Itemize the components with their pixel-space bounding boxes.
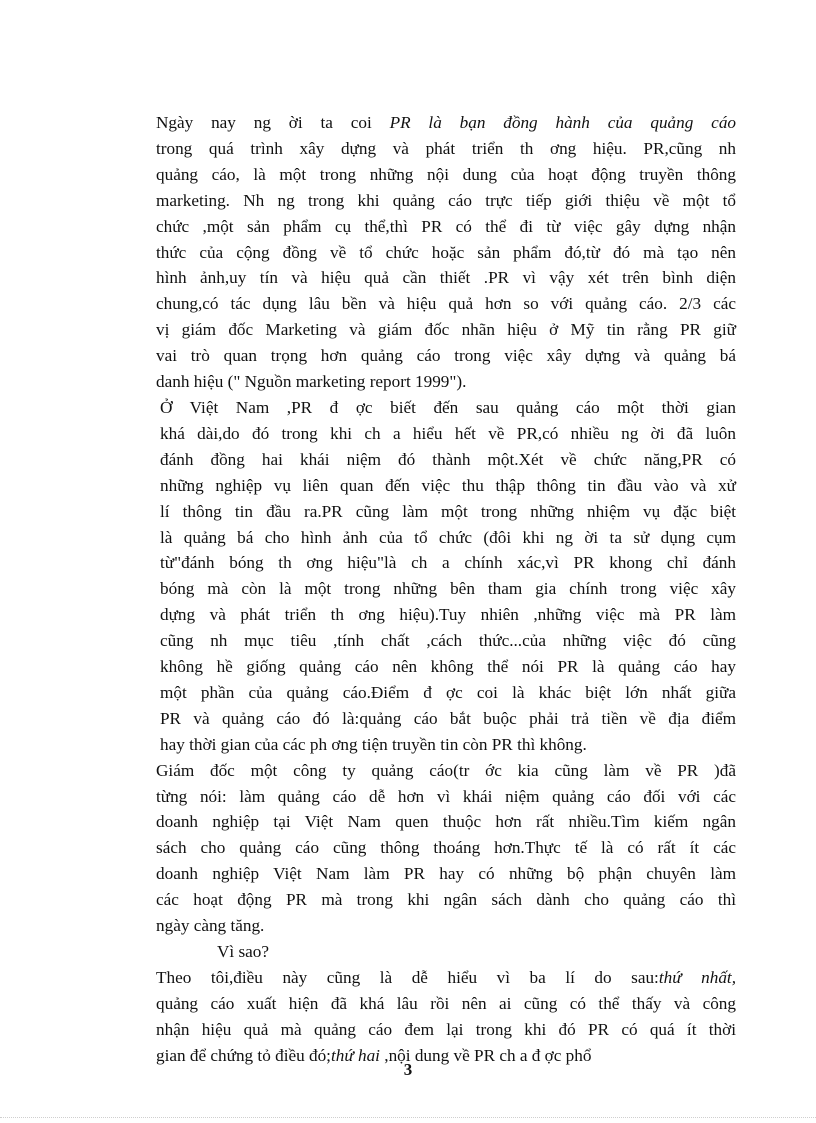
text-line (116, 214, 736, 240)
text-run: marketing. Nh ng trong khi quảng cáo trực tiếp giới thiệu về một tổ (156, 190, 736, 210)
text-run: đánh đồng hai khái niệm đó thành một.Xét về chức năng,PR có (160, 449, 736, 469)
text-line (116, 369, 736, 395)
text-run: Theo tôi,điều này cũng là dễ hiểu vì ba lí do sau: (156, 967, 659, 987)
text-line (116, 576, 736, 602)
page-number: 3 (403, 1060, 413, 1079)
text-run: khá dài,do đó trong khi ch a hiểu hết về PR,có nhiều ng ời đã luôn (160, 423, 736, 443)
text-run: thức của cộng đồng về tổ chức hoặc sản phẩm đó,từ đó mà tạo nên (156, 242, 736, 262)
text-run: hình ảnh,uy tín và hiệu quả cần thiết .PR vì vậy xét trên bình diện (156, 268, 736, 288)
text-line (116, 784, 736, 810)
section-question (116, 939, 736, 965)
text-line (116, 887, 736, 913)
text-run: ngày càng tăng. (156, 916, 265, 936)
text-run: một phần của quảng cáo.Điểm đ ợc coi là khác biệt lớn nhất giữa (160, 682, 736, 702)
text-line (116, 240, 736, 266)
italic-text-run: thứ hai (330, 1045, 380, 1065)
paragraph (116, 965, 736, 1069)
text-line (116, 991, 736, 1017)
text-run: lí thông tin đầu ra.PR cũng làm một trong những nhiệm vụ đặc biệt (160, 501, 736, 521)
text-run: danh hiệu (" Nguồn marketing report 1999"). (156, 372, 467, 392)
document-body (116, 110, 736, 1069)
text-run: chức ,một sản phẩm cụ thể,thì PR có thể đi từ việc gây dựng nhận (156, 216, 736, 236)
text-run: những nghiệp vụ liên quan đến việc thu thập thông tin đầu vào và xử (160, 475, 736, 495)
text-run: gian để chứng tỏ điều đó; (156, 1045, 331, 1065)
text-line (116, 809, 736, 835)
text-line (116, 550, 736, 576)
text-line (116, 265, 736, 291)
text-line (116, 680, 736, 706)
text-line (116, 654, 736, 680)
text-line (116, 965, 736, 991)
text-line (116, 602, 736, 628)
text-line (116, 499, 736, 525)
text-run: doanh nghiệp Việt Nam làm PR hay có những bộ phận chuyên làm (156, 864, 736, 884)
text-run: PR và quảng cáo đó là:quảng cáo bắt buộc phải trả tiền về địa điểm (160, 708, 736, 728)
text-run: từng nói: làm quảng cáo dễ hơn vì khái niệm quảng cáo đối với các (156, 786, 736, 806)
text-line (116, 835, 736, 861)
text-line (116, 188, 736, 214)
text-line (116, 291, 736, 317)
text-line (116, 110, 736, 136)
text-line (217, 939, 736, 965)
text-line (116, 758, 736, 784)
text-line (116, 473, 736, 499)
text-line (116, 421, 736, 447)
page-bottom-edge (0, 1117, 816, 1118)
italic-text-run: thứ nhất, (658, 967, 736, 987)
text-run: sách cho quảng cáo cũng thông thoáng hơn.Thực tế là có rất ít các (156, 838, 736, 858)
text-run: doanh nghiệp tại Việt Nam quen thuộc hơn rất nhiều.Tìm kiếm ngân (156, 812, 736, 832)
text-run: không hề giống quảng cáo nên không thể nói PR là quảng cáo hay (160, 657, 736, 677)
text-line (116, 317, 736, 343)
text-run: là quảng bá cho hình ảnh của tổ chức (đôi khi ng ời ta sử dụng cụm (160, 527, 736, 547)
text-line (116, 136, 736, 162)
text-run: Giám đốc một công ty quảng cáo(tr ớc kia cũng làm về PR )đã (156, 760, 736, 780)
italic-text-run: PR là bạn đồng hành của quảng cáo (389, 113, 737, 132)
text-run: Vì sao? (217, 942, 270, 961)
text-run: dựng và phát triển th ơng hiệu).Tuy nhiên ,những việc mà PR làm (160, 605, 736, 625)
paragraph (116, 110, 736, 395)
text-line (116, 343, 736, 369)
text-line (116, 913, 736, 939)
text-line (116, 1017, 736, 1043)
text-run: các hoạt động PR mà trong khi ngân sách dành cho quảng cáo thì (156, 890, 736, 910)
text-line (116, 447, 736, 473)
text-line (116, 628, 736, 654)
text-run: Ngày nay ng ời ta coi (156, 113, 390, 132)
text-run: vị giám đốc Marketing và giám đốc nhãn hiệu ở Mỹ tin rằng PR giữ (156, 320, 736, 340)
text-run: bóng mà còn là một trong những bên tham gia chính trong việc xây (160, 579, 736, 599)
text-run: quảng cáo, là một trong những nội dung của hoạt động truyền thông (156, 164, 736, 184)
text-run: hay thời gian của các ph ơng tiện truyền tin còn PR thì không. (160, 734, 587, 754)
text-line (116, 861, 736, 887)
text-run: Ở Việt Nam ,PR đ ợc biết đến sau quảng cáo một thời gian (160, 397, 736, 417)
text-line (116, 395, 736, 421)
text-line (116, 706, 736, 732)
text-run: quảng cáo xuất hiện đã khá lâu rồi nên ai cũng có thể thấy và công (156, 993, 736, 1013)
text-line (116, 162, 736, 188)
text-line (116, 732, 736, 758)
text-run: trong quá trình xây dựng và phát triển th ơng hiệu. PR,cũng nh (156, 138, 736, 158)
text-run: từ"đánh bóng th ơng hiệu"là ch a chính xác,vì PR khong chỉ đánh (160, 553, 736, 573)
text-line (116, 525, 736, 551)
text-run: nhận hiệu quả mà quảng cáo đem lại trong khi đó PR có quá ít thời (156, 1019, 736, 1039)
paragraph (116, 758, 736, 939)
text-run: vai trò quan trọng hơn quảng cáo trong việc xây dựng và quảng bá (156, 346, 736, 366)
text-run: ,nội dung về PR ch a đ ợc phổ (379, 1045, 592, 1065)
text-run: chung,có tác dụng lâu bền và hiệu quả hơn so với quảng cáo. 2/3 các (156, 294, 736, 314)
paragraph (116, 395, 736, 758)
text-run: cũng nh mục tiêu ,tính chất ,cách thức...của những việc đó cũng (160, 631, 736, 651)
